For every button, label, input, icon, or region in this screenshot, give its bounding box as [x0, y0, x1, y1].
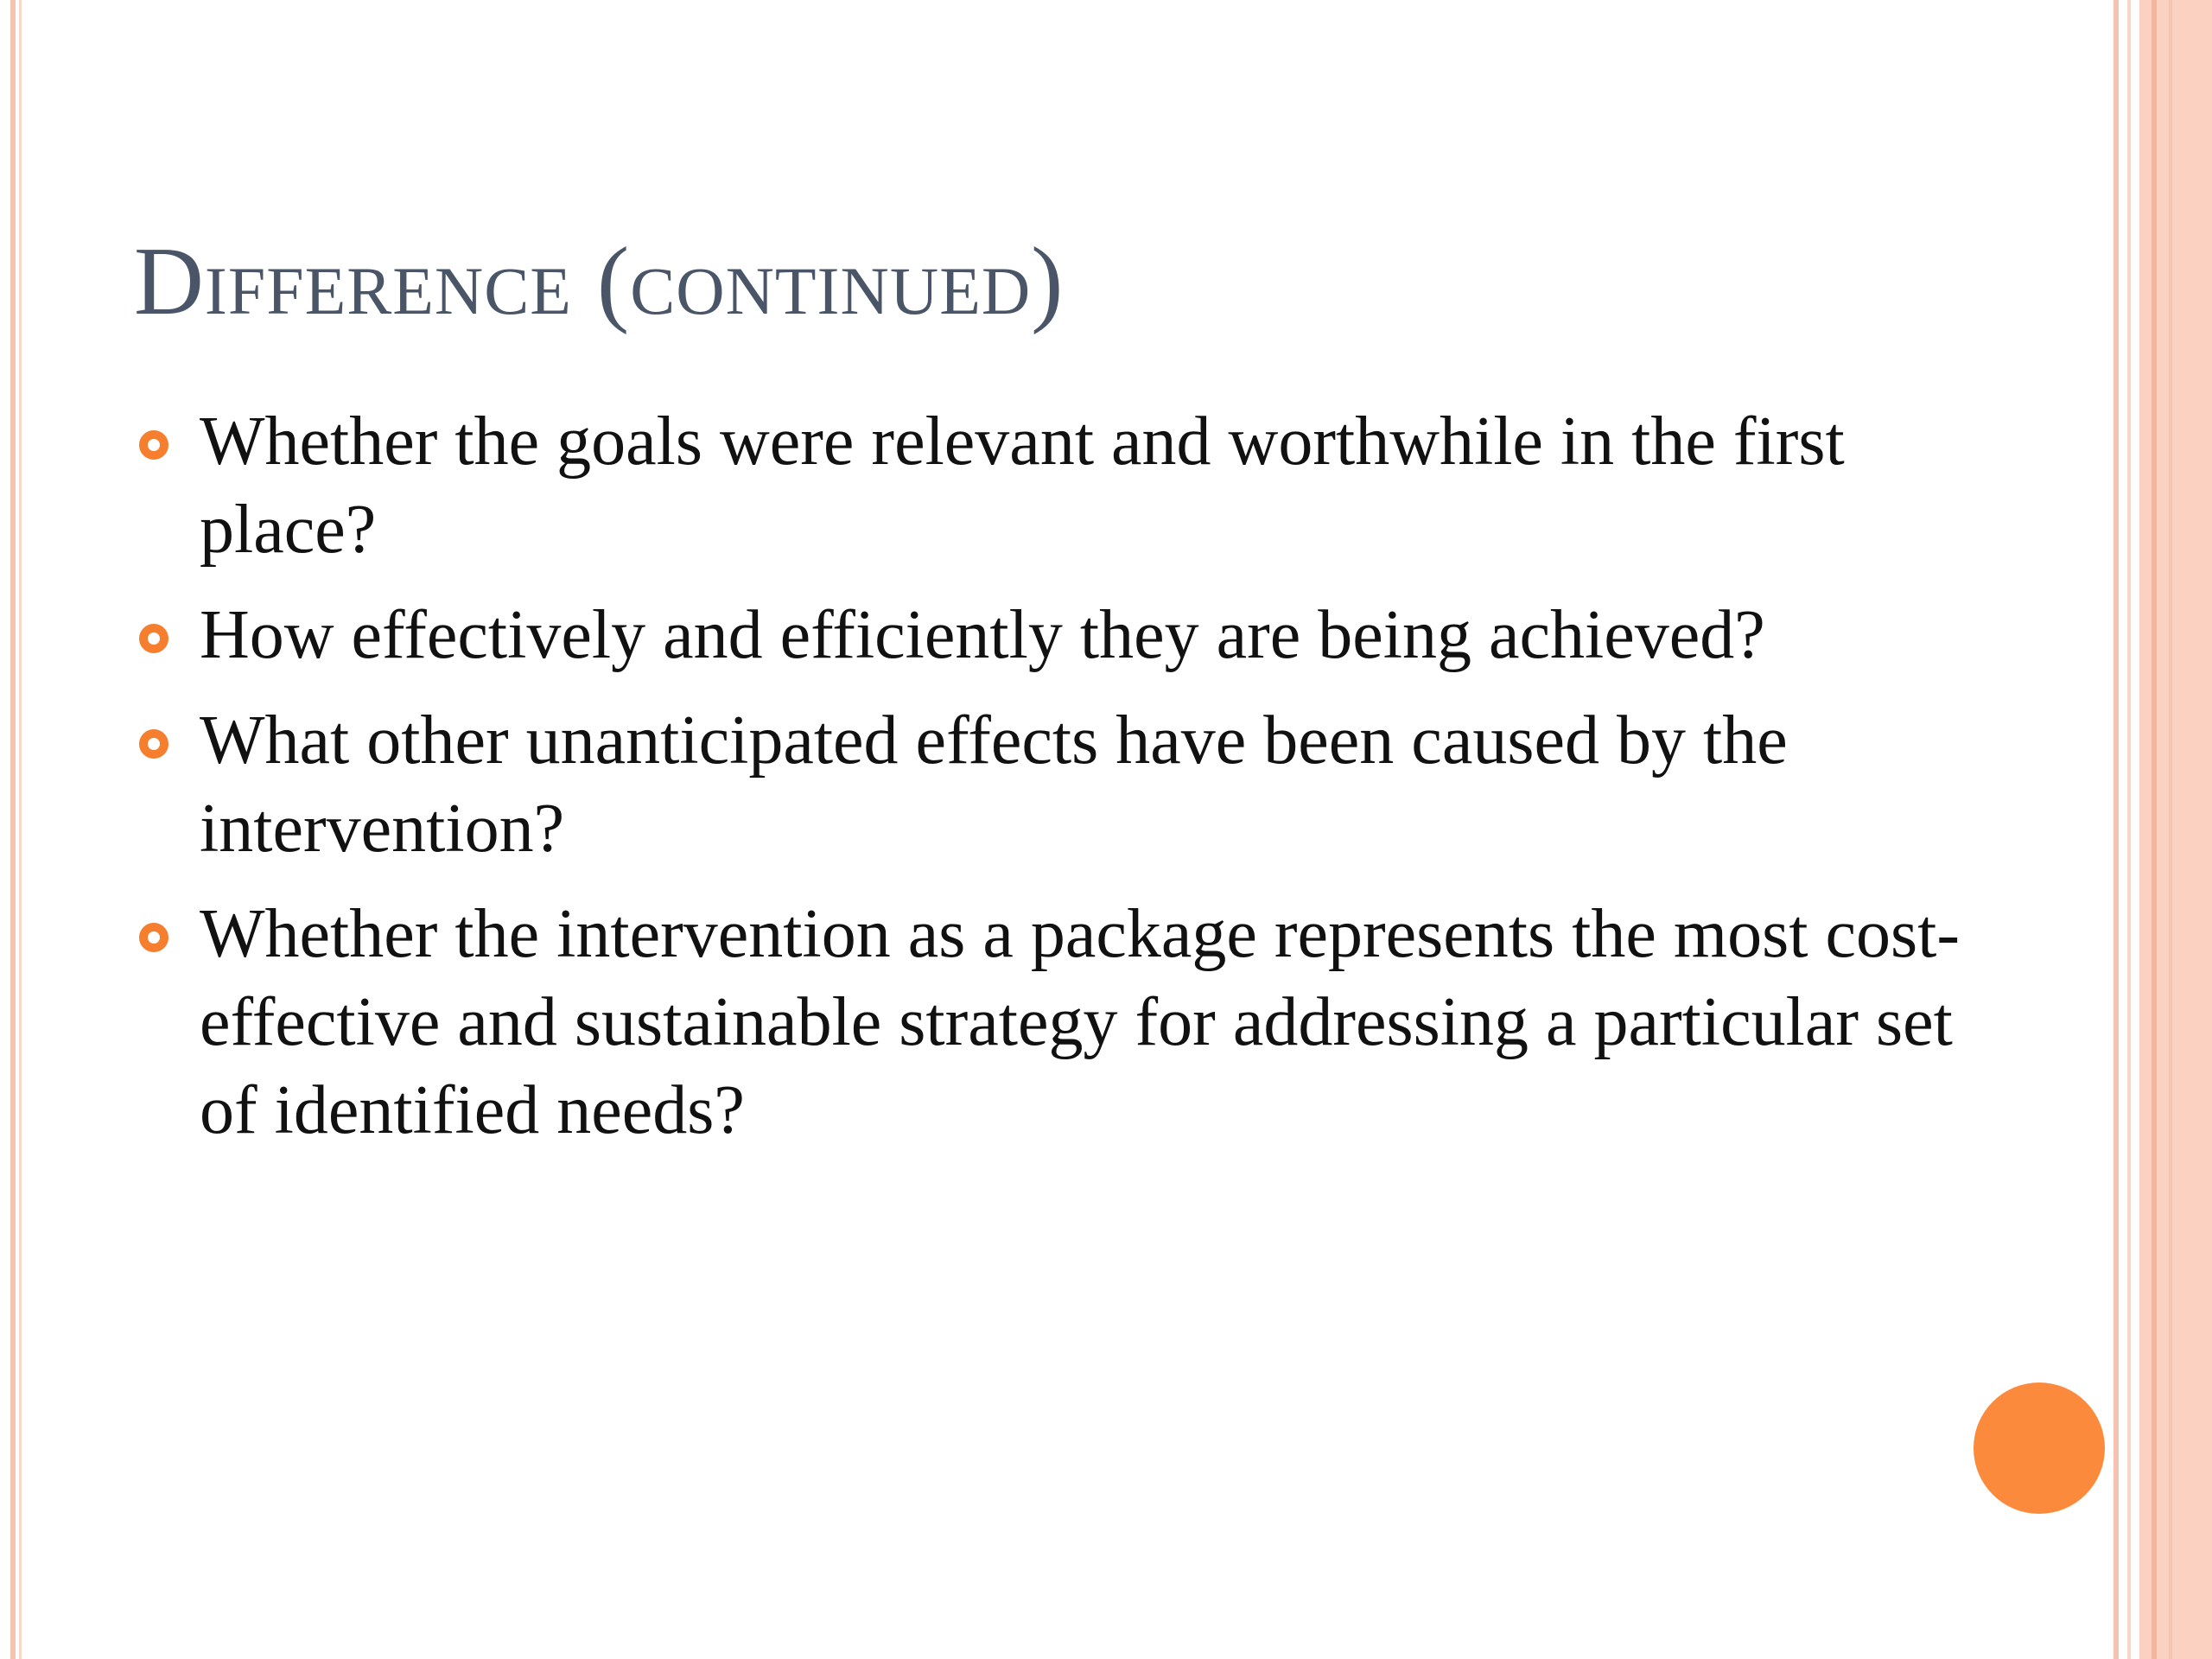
right-border-stripe: [2152, 0, 2157, 1659]
right-border-band: [2139, 0, 2212, 1659]
left-border-line: [10, 0, 16, 1659]
bullet-text: What other unanticipated effects have been caused by the intervention?: [200, 702, 1788, 867]
bullet-list: [134, 397, 1960, 1172]
right-border-stripe-2: [2169, 0, 2172, 1659]
bullet-text: Whether the goals were relevant and worthwhile in the first place?: [200, 404, 1845, 568]
ring-bullet-icon: [139, 624, 168, 653]
left-border-line-inner: [19, 0, 22, 1659]
circle-icon: [1974, 1382, 2105, 1514]
ring-bullet-icon: [139, 430, 168, 460]
ring-bullet-icon: [139, 729, 168, 759]
bullet-item: [134, 696, 1948, 873]
ring-bullet-icon: [139, 923, 168, 952]
bullet-item: [134, 591, 1948, 679]
bullet-text: How effectively and efficiently they are being achieved?: [200, 597, 1765, 673]
bullet-text: Whether the intervention as a package represents the most cost-effective and sustainable strategy for addressing a particular set of identified needs?: [200, 896, 1960, 1148]
bullet-item: [134, 397, 1948, 574]
slide-title: Difference (continued): [134, 228, 1065, 335]
right-border-line: [2113, 0, 2119, 1659]
right-border-line-inner: [2127, 0, 2131, 1659]
bullet-item: [134, 890, 1960, 1154]
